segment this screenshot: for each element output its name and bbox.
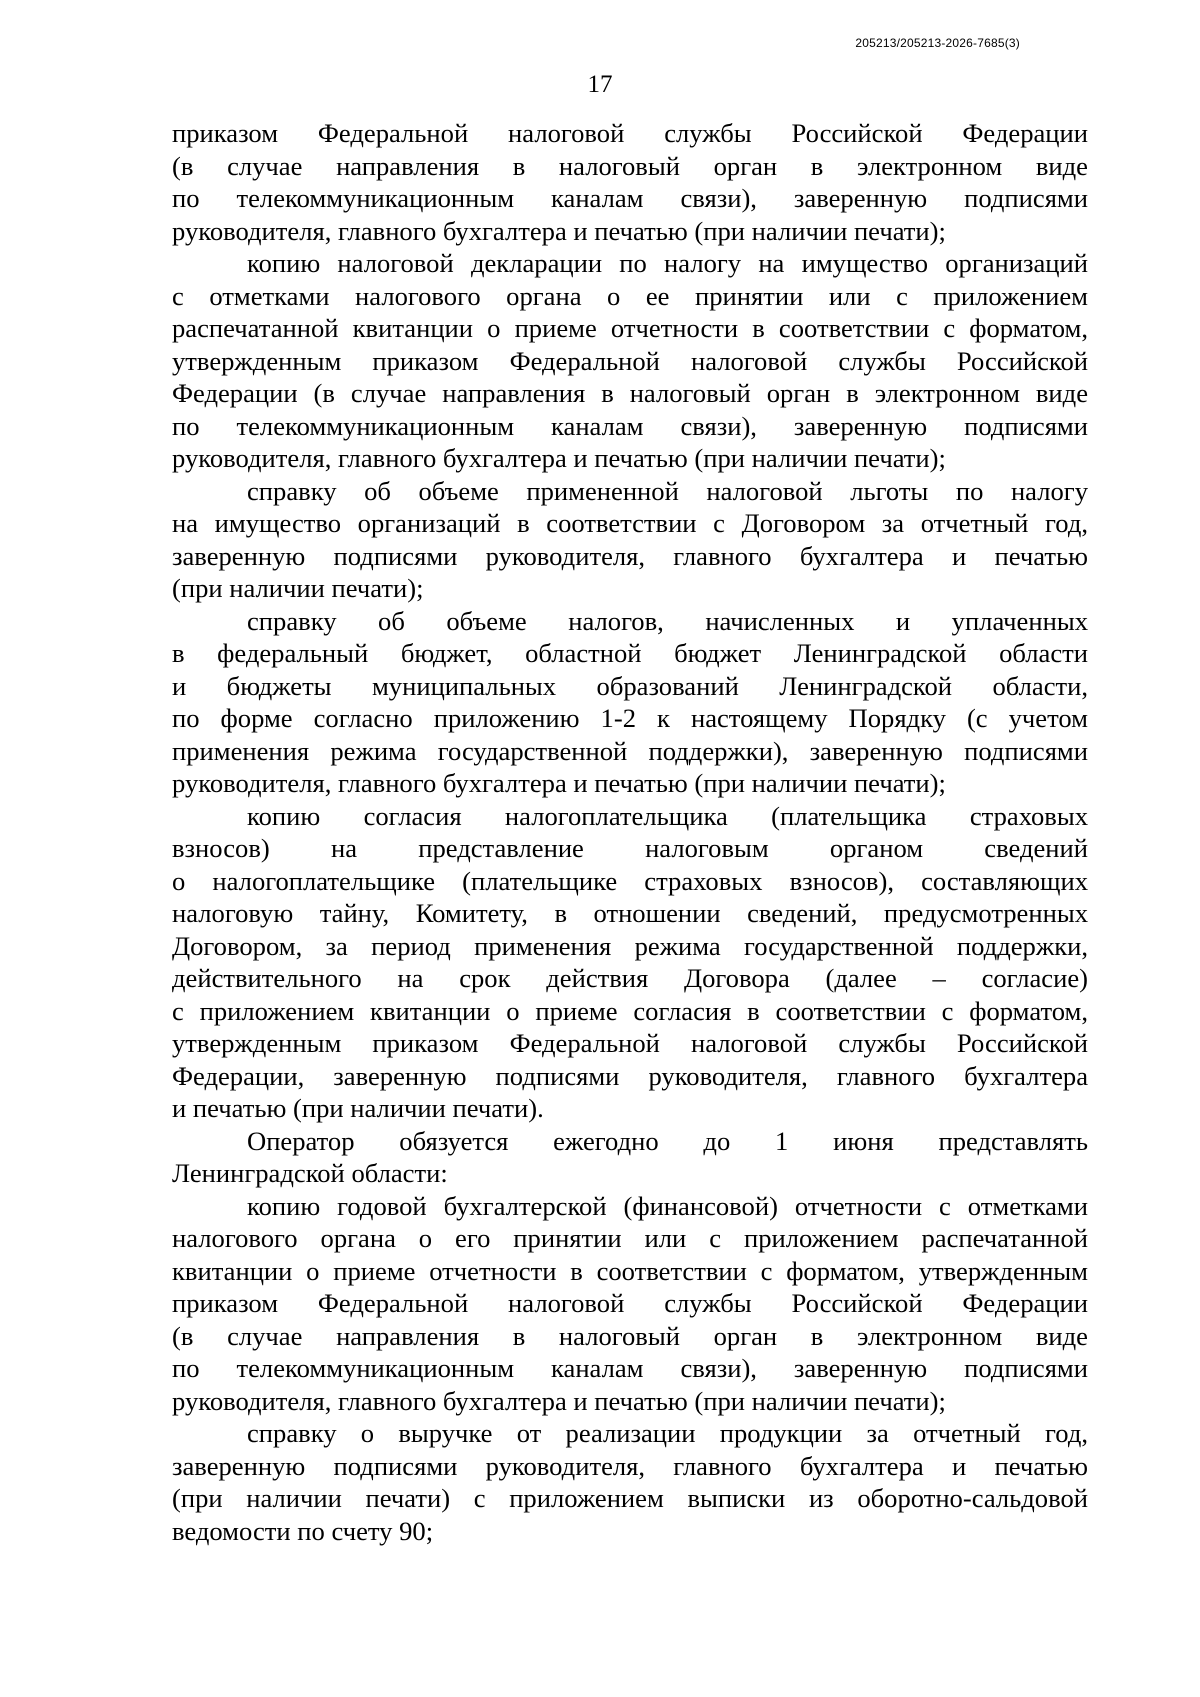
paragraph-line: (при наличии печати); (172, 573, 424, 603)
paragraph-line: заверенную подписями руководителя, главного бухгалтера и печатью (172, 540, 1088, 571)
paragraph-line: на имущество организаций в соответствии с Договором за отчетный год, (172, 508, 1088, 538)
paragraph-line: Федерации, заверенную подписями руководителя, главного бухгалтера (172, 1060, 1088, 1091)
paragraph-line: и бюджеты муниципальных образований Ленинградской области, (172, 670, 1088, 701)
paragraph-line: ведомости по счету 90; (172, 1515, 434, 1546)
paragraph-line: распечатанной квитанции о приеме отчетности в соответствии с форматом, (172, 313, 1088, 343)
paragraph-line: в федеральный бюджет, областной бюджет Ленинградской области (172, 638, 1088, 668)
paragraph-line: с приложением квитанции о приеме согласия в соответствии с форматом, (172, 995, 1088, 1026)
paragraph-line: применения режима государственной поддержки), заверенную подписями (172, 735, 1088, 766)
paragraph-line: Оператор обязуется ежегодно до 1 июня представлять (247, 1125, 1088, 1156)
paragraph-line: приказом Федеральной налоговой службы Российской Федерации (172, 1288, 1088, 1318)
page-number: 17 (587, 71, 613, 98)
paragraph-line: приказом Федеральной налоговой службы Российской Федерации (172, 118, 1088, 148)
paragraph-line: (в случае направления в налоговый орган в электронном виде (172, 1320, 1088, 1351)
paragraph-line: руководителя, главного бухгалтера и печатью (при наличии печати); (172, 215, 946, 246)
paragraph-line: справку о выручке от реализации продукции за отчетный год, (247, 1418, 1088, 1448)
paragraph-line: (при наличии печати) с приложением выписки из оборотно-сальдовой (172, 1483, 1088, 1513)
paragraph-line: копию годовой бухгалтерской (финансовой) отчетности с отметками (247, 1190, 1088, 1221)
paragraph-line: заверенную подписями руководителя, главного бухгалтера и печатью (172, 1450, 1088, 1481)
paragraph-line: с отметками налогового органа о ее принятии или с приложением (172, 280, 1088, 311)
paragraph-line: о налогоплательщике (плательщике страховых взносов), составляющих (172, 865, 1088, 896)
paragraph-line: руководителя, главного бухгалтера и печатью (при наличии печати); (172, 443, 946, 473)
paragraph-line: по телекоммуникационным каналам связи), заверенную подписями (172, 1353, 1088, 1383)
paragraph-line: налогового органа о его принятии или с приложением распечатанной (172, 1223, 1088, 1253)
paragraph-line: справку об объеме примененной налоговой льготы по налогу (247, 475, 1088, 506)
document-id: 205213/205213-2026-7685(3) (855, 36, 1020, 50)
paragraph-line: утвержденным приказом Федеральной налоговой службы Российской (172, 345, 1088, 376)
paragraph-line: утвержденным приказом Федеральной налоговой службы Российской (172, 1028, 1088, 1058)
paragraph-line: руководителя, главного бухгалтера и печатью (при наличии печати); (172, 768, 946, 798)
paragraph-line: и печатью (при наличии печати). (172, 1093, 544, 1123)
paragraph-line: (в случае направления в налоговый орган в электронном виде (172, 150, 1088, 181)
paragraph-line: справку об объеме налогов, начисленных и уплаченных (247, 605, 1088, 636)
paragraph-line: квитанции о приеме отчетности в соответствии с форматом, утвержденным (172, 1255, 1088, 1286)
paragraph-line: взносов) на представление налоговым органом сведений (172, 833, 1088, 863)
paragraph-line: по телекоммуникационным каналам связи), заверенную подписями (172, 410, 1088, 441)
paragraph-line: по телекоммуникационным каналам связи), заверенную подписями (172, 183, 1088, 213)
paragraph-line: налоговую тайну, Комитету, в отношении сведений, предусмотренных (172, 898, 1088, 928)
paragraph-line: Федерации (в случае направления в налоговый орган в электронном виде (172, 378, 1088, 408)
paragraph-line: Ленинградской области: (172, 1158, 448, 1188)
paragraph-line: действительного на срок действия Договора (далее – согласие) (172, 963, 1088, 993)
paragraph-line: Договором, за период применения режима государственной поддержки, (172, 930, 1088, 961)
paragraph-line: руководителя, главного бухгалтера и печатью (при наличии печати); (172, 1385, 946, 1416)
paragraph-line: копию налоговой декларации по налогу на имущество организаций (247, 248, 1088, 278)
paragraph-line: по форме согласно приложению 1-2 к настоящему Порядку (с учетом (172, 703, 1088, 733)
document-body (172, 117, 1088, 1547)
paragraph-line: копию согласия налогоплательщика (плательщика страховых (247, 800, 1088, 831)
